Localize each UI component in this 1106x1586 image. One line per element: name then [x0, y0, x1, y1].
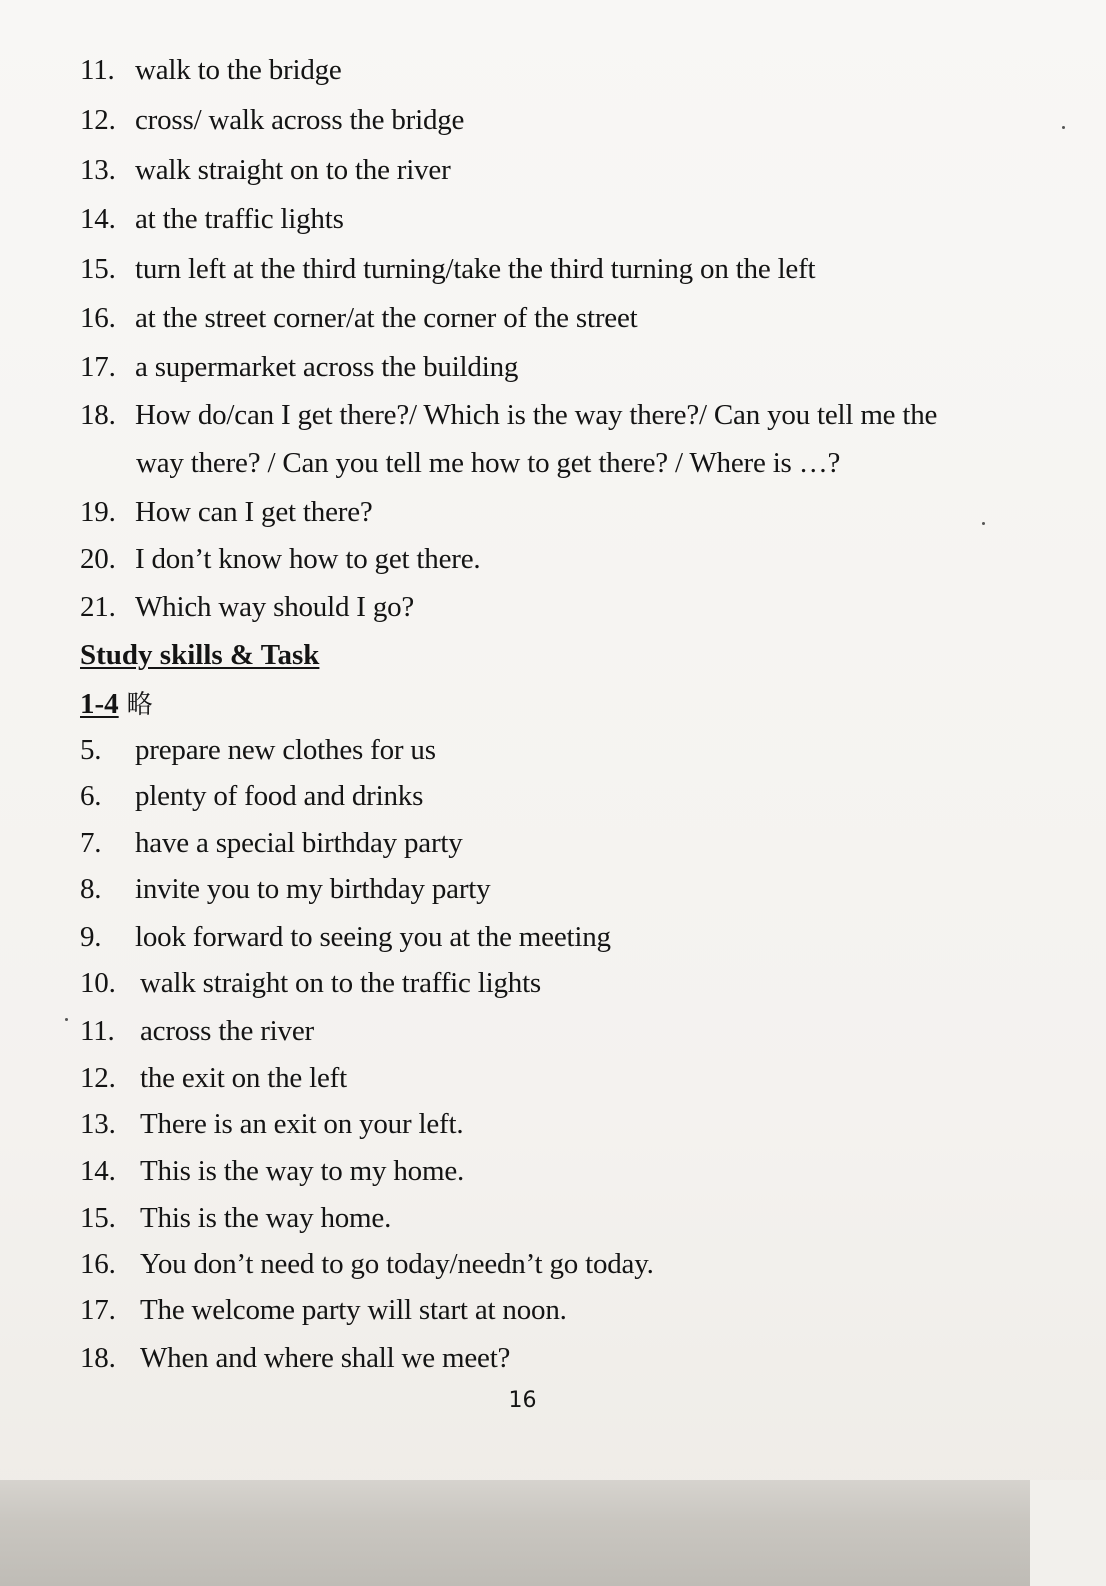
list-item: 7. have a special birthday party — [80, 827, 463, 859]
list-item: 19. How can I get there? — [80, 496, 373, 528]
list-item: 17. a supermarket across the building — [80, 351, 519, 383]
list-item: 5. prepare new clothes for us — [80, 734, 436, 766]
list-item: 6. plenty of food and drinks — [80, 780, 424, 812]
list-item: 14. at the traffic lights — [80, 203, 344, 235]
section-heading: Study skills & Task — [80, 639, 320, 671]
list-item: 13. There is an exit on your left. — [80, 1108, 464, 1140]
answer-range: 1-4 略 — [80, 688, 153, 720]
page-bottom-edge — [0, 1480, 1030, 1586]
list-item: 9. look forward to seeing you at the meeting — [80, 921, 611, 953]
list-item: 15. This is the way home. — [80, 1202, 392, 1234]
list-item: 18. When and where shall we meet? — [80, 1342, 511, 1374]
scan-speck — [1062, 126, 1065, 129]
scan-speck — [65, 1018, 68, 1021]
list-item: 14. This is the way to my home. — [80, 1155, 465, 1187]
list-item: 15. turn left at the third turning/take the third turning on the left — [80, 253, 816, 285]
page-number: 16 — [508, 1388, 537, 1413]
list-item: 12. the exit on the left — [80, 1062, 347, 1094]
list-item: 8. invite you to my birthday party — [80, 873, 491, 905]
list-item: 16. You don’t need to go today/needn’t go today. — [80, 1248, 654, 1280]
list-item: 10. walk straight on to the traffic lights — [80, 967, 542, 999]
list-item: 11. walk to the bridge — [80, 54, 342, 86]
list-item: 12. cross/ walk across the bridge — [80, 104, 465, 136]
list-item: 16. at the street corner/at the corner of the street — [80, 302, 638, 334]
page-margin — [1030, 1480, 1106, 1586]
list-item: 20. I don’t know how to get there. — [80, 543, 481, 575]
list-item: 21. Which way should I go? — [80, 591, 415, 623]
list-item-continuation: way there? / Can you tell me how to get there? / Where is …? — [136, 447, 841, 479]
scan-speck — [982, 522, 985, 525]
list-item: 13. walk straight on to the river — [80, 154, 451, 186]
list-item: 18. How do/can I get there?/ Which is the way there?/ Can you tell me the — [80, 399, 938, 431]
list-item: 11. across the river — [80, 1015, 314, 1047]
list-item: 17. The welcome party will start at noon. — [80, 1294, 567, 1326]
